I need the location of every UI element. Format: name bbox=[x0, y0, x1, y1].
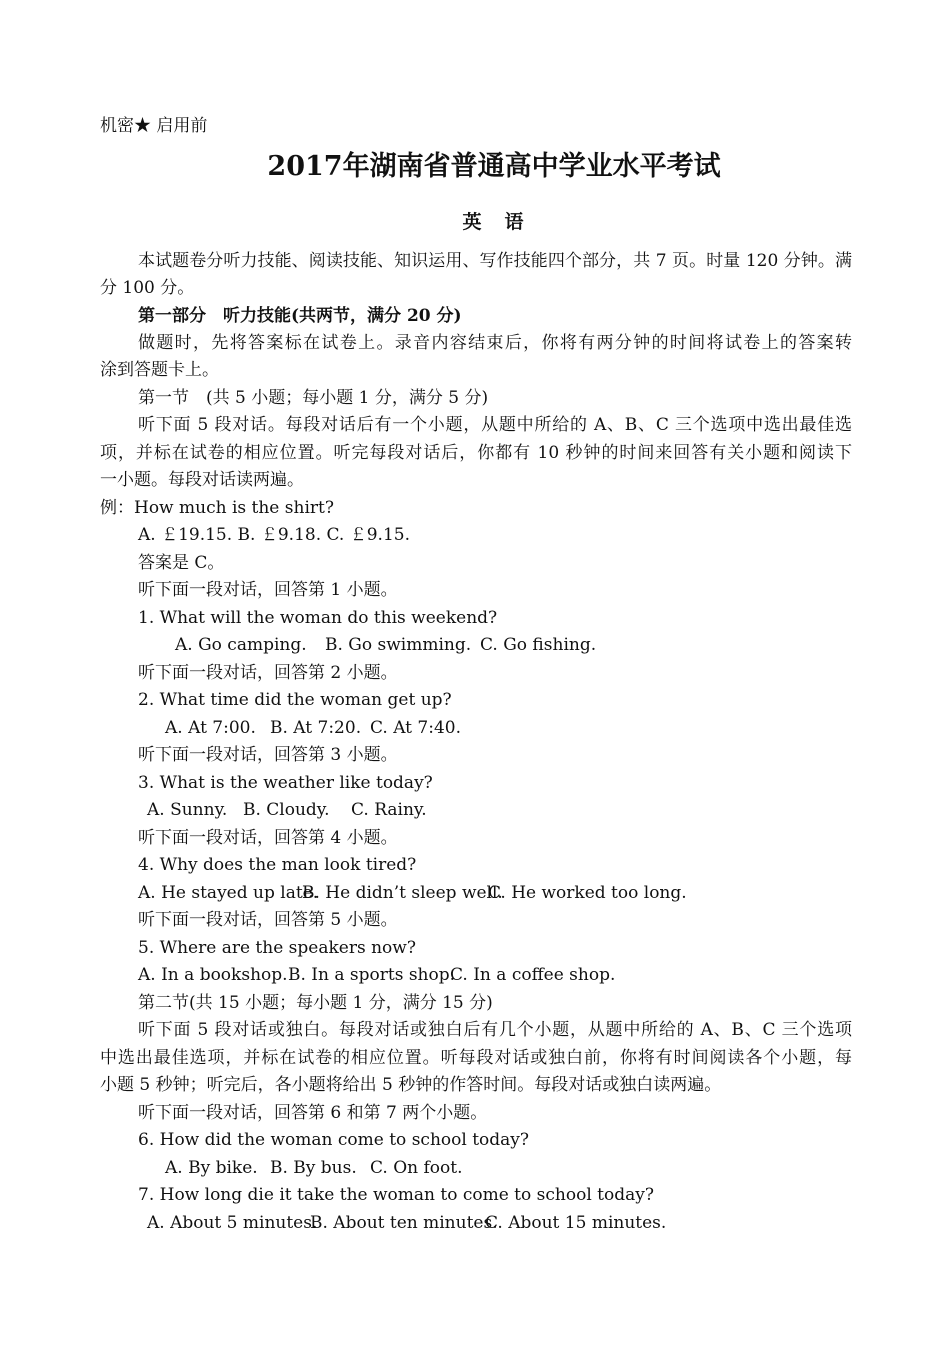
question-options bbox=[147, 1210, 899, 1236]
example-label: 例： bbox=[100, 498, 134, 518]
option-b: B. About ten minutes. bbox=[310, 1213, 498, 1233]
section2-lead: 听下面一段对话，回答第 6 和第 7 两个小题。 bbox=[138, 1103, 488, 1123]
question-text: 6. How did the woman come to school today? bbox=[138, 1130, 529, 1150]
option-a: A. He stayed up late. bbox=[138, 883, 319, 903]
example-question-text: How much is the shirt? bbox=[134, 498, 334, 518]
option-b: B. Cloudy. bbox=[243, 800, 330, 820]
question-text: 3. What is the weather like today? bbox=[138, 773, 433, 793]
option-a: A. At 7:00. bbox=[165, 718, 256, 738]
example-question bbox=[100, 495, 852, 521]
option-c: C. In a coffee shop. bbox=[450, 965, 616, 985]
question-lead: 听下面一段对话，回答第 4 小题。 bbox=[138, 828, 398, 848]
question-options bbox=[165, 715, 917, 741]
section2-heading: 第二节(共 15 小题；每小题 1 分，满分 15 分) bbox=[138, 993, 493, 1013]
question-text: 1. What will the woman do this weekend? bbox=[138, 608, 498, 628]
section1-instr-3: 一小题。每段对话读两遍。 bbox=[100, 470, 304, 490]
option-c: C. At 7:40. bbox=[370, 718, 462, 738]
option-a: A. In a bookshop. bbox=[138, 965, 288, 985]
section1-heading: 第一节 (共 5 小题；每小题 1 分，满分 5 分) bbox=[138, 388, 489, 408]
option-b: B. In a sports shop. bbox=[288, 965, 456, 985]
part1-heading: 第一部分 听力技能(共两节，满分 20 分) bbox=[138, 306, 462, 326]
question-text: 2. What time did the woman get up? bbox=[138, 690, 452, 710]
section1-instr-1: 听下面 5 段对话。每段对话后有一个小题，从题中所给的 A、B、C 三个选项中选出最佳选 bbox=[138, 415, 852, 435]
option-b: B. By bus. bbox=[270, 1158, 357, 1178]
question-text: 4. Why does the man look tired? bbox=[138, 855, 417, 875]
subject-heading: 英 语 bbox=[462, 211, 526, 233]
question-text: 5. Where are the speakers now? bbox=[138, 938, 416, 958]
example-answer: 答案是 C。 bbox=[138, 553, 225, 573]
part1-instr-1: 做题时，先将答案标在试卷上。录音内容结束后，你将有两分钟的时间将试卷上的答案转 bbox=[138, 333, 852, 353]
example-options: A. ￡19.15. B. ￡9.18. C. ￡9.15. bbox=[138, 525, 410, 545]
question-options bbox=[165, 1155, 917, 1181]
question-text: 7. How long die it take the woman to come to school today? bbox=[138, 1185, 654, 1205]
confidential-label: 机密★ 启用前 bbox=[100, 116, 208, 136]
section2-instr-1: 听下面 5 段对话或独白。每段对话或独白后有几个小题，从题中所给的 A、B、C 三个选项 bbox=[138, 1020, 852, 1040]
intro-line-2: 分 100 分。 bbox=[100, 278, 195, 298]
part1-instr-2: 涂到答题卡上。 bbox=[100, 360, 219, 380]
section2-instr-2: 中选出最佳选项，并标在试卷的相应位置。听每段对话或独白前，你将有时间阅读各个小题，每 bbox=[100, 1048, 852, 1068]
question-options bbox=[175, 632, 927, 658]
intro-line-1: 本试题卷分听力技能、阅读技能、知识运用、写作技能四个部分，共 7 页。时量 120 分钟。满 bbox=[138, 251, 852, 271]
question-lead: 听下面一段对话，回答第 3 小题。 bbox=[138, 745, 398, 765]
option-a: A. About 5 minutes. bbox=[147, 1213, 318, 1233]
option-c: C. He worked too long. bbox=[488, 883, 687, 903]
exam-title: 2017年湖南省普通高中学业水平考试 bbox=[267, 151, 721, 182]
option-a: A. Sunny. bbox=[147, 800, 228, 820]
section2-instr-3: 小题 5 秒钟；听完后，各小题将给出 5 秒钟的作答时间。每段对话或独白读两遍。 bbox=[100, 1075, 722, 1095]
option-b: B. Go swimming. bbox=[325, 635, 472, 655]
option-c: C. About 15 minutes. bbox=[485, 1213, 667, 1233]
option-c: C. On foot. bbox=[370, 1158, 463, 1178]
option-c: C. Go fishing. bbox=[480, 635, 597, 655]
option-a: A. By bike. bbox=[165, 1158, 258, 1178]
question-lead: 听下面一段对话，回答第 2 小题。 bbox=[138, 663, 398, 683]
question-options bbox=[138, 962, 852, 988]
question-options bbox=[147, 797, 899, 823]
option-c: C. Rainy. bbox=[351, 800, 427, 820]
option-a: A. Go camping. bbox=[175, 635, 307, 655]
question-lead: 听下面一段对话，回答第 1 小题。 bbox=[138, 580, 398, 600]
section1-instr-2: 项，并标在试卷的相应位置。听完每段对话后，你都有 10 秒钟的时间来回答有关小题和阅读下 bbox=[100, 443, 852, 463]
option-b: B. He didn’t sleep well. bbox=[302, 883, 503, 903]
question-options bbox=[138, 880, 852, 906]
option-b: B. At 7:20. bbox=[270, 718, 362, 738]
question-lead: 听下面一段对话，回答第 5 小题。 bbox=[138, 910, 398, 930]
